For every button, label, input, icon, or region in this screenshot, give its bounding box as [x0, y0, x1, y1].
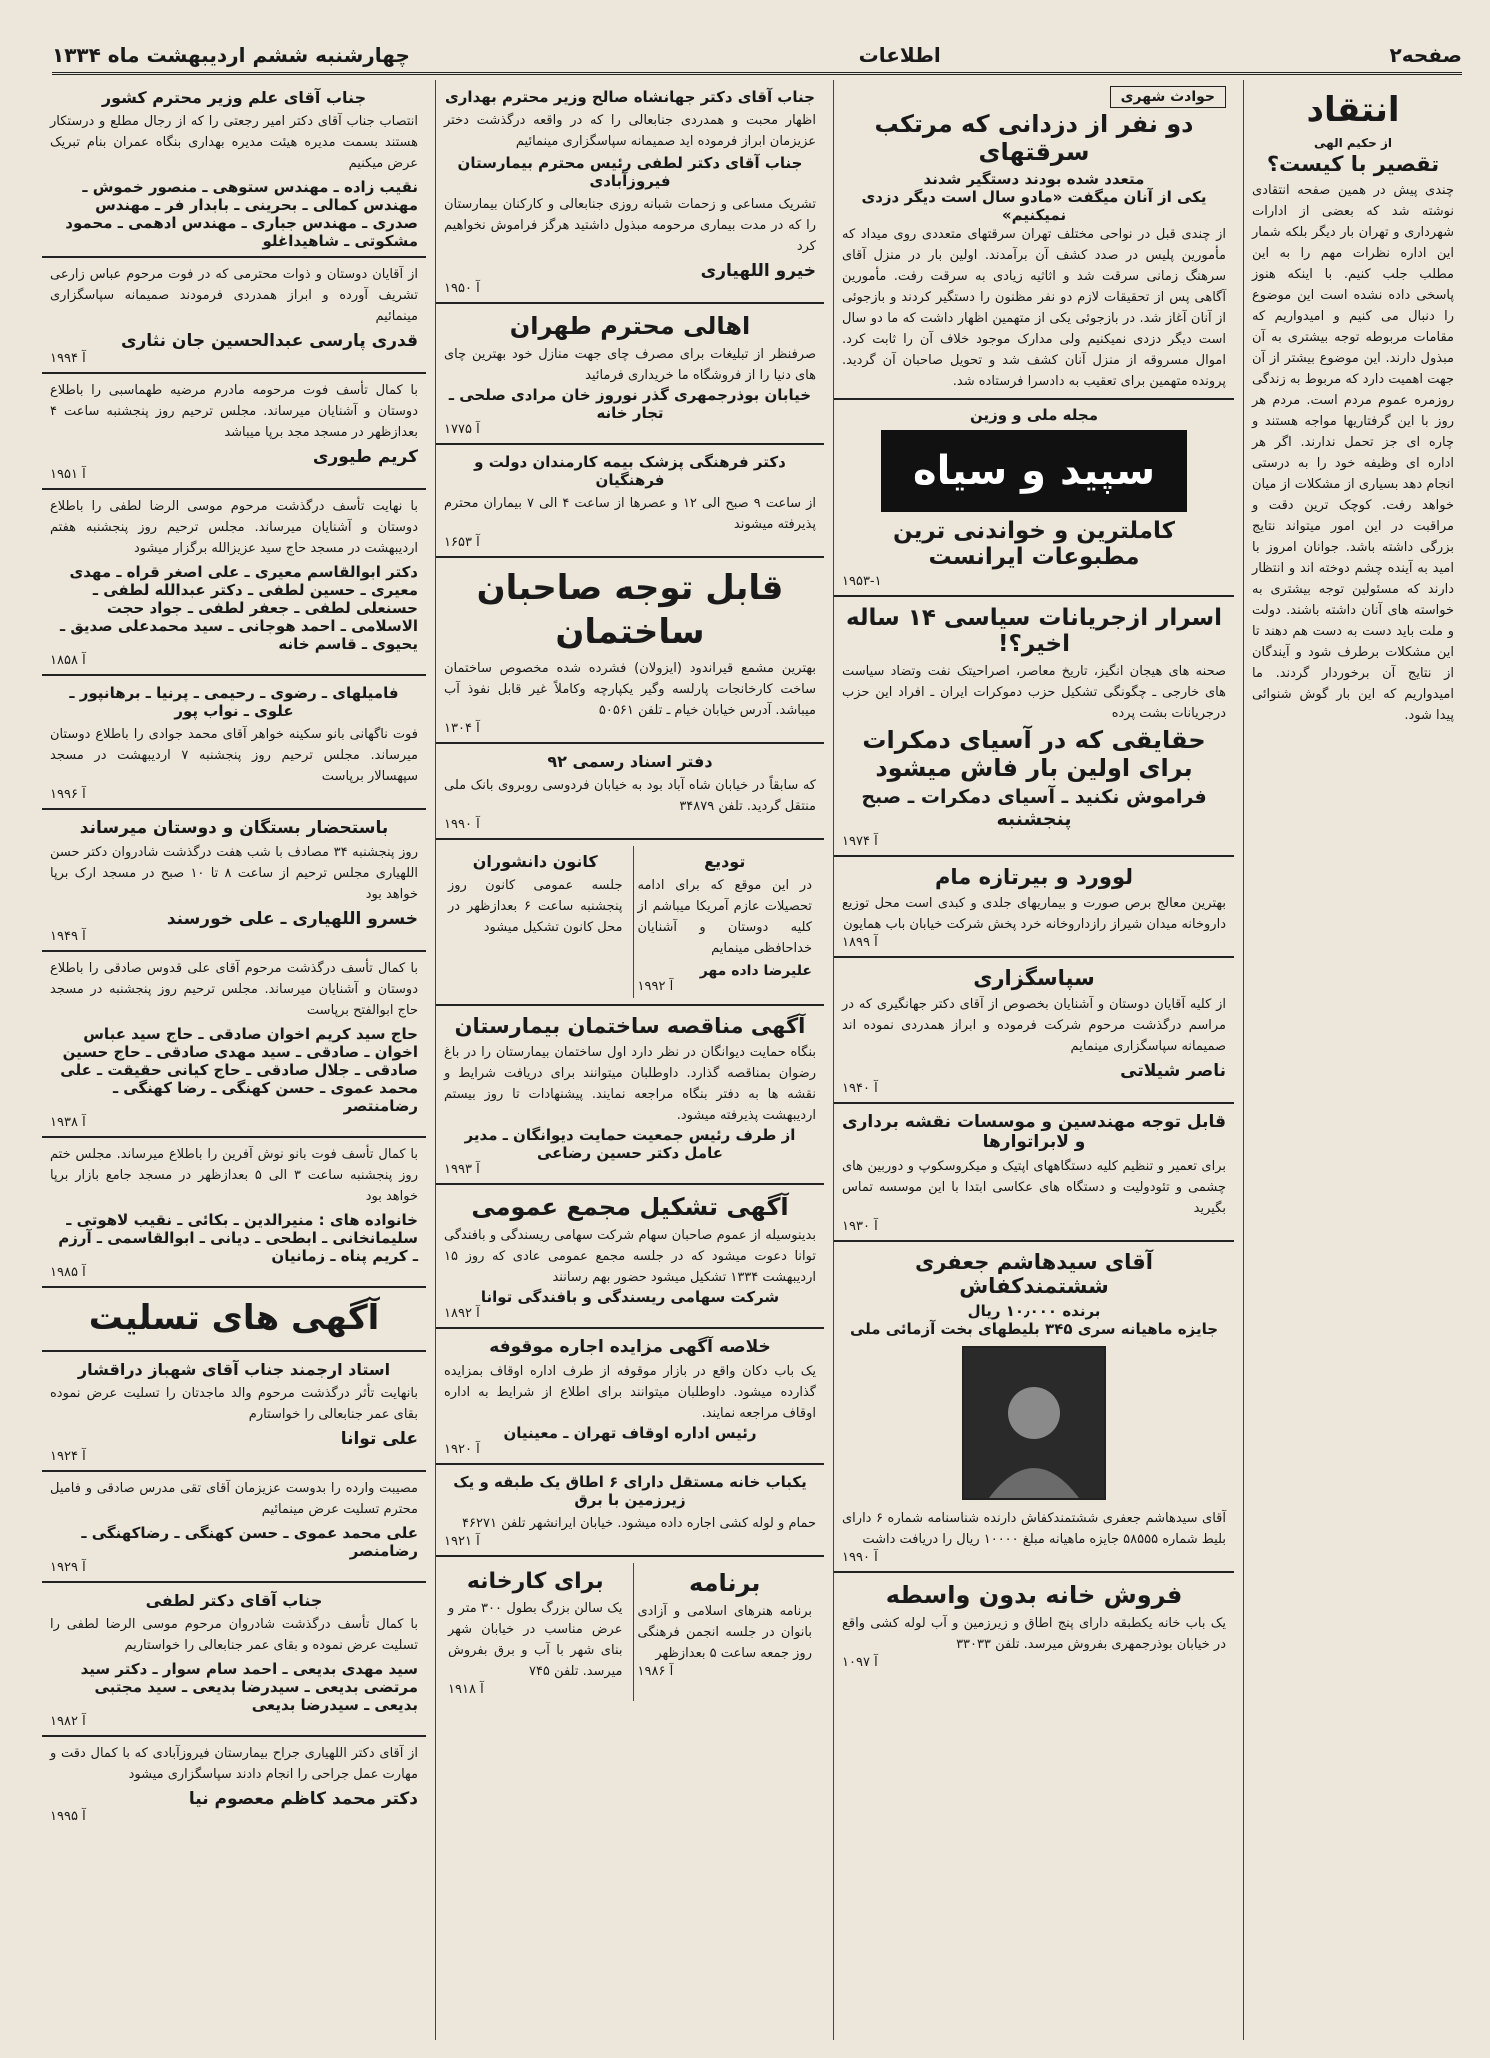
- lourdes-ref: ۱۸۹۹ آ: [842, 935, 878, 950]
- house-sale-ref: ۱۰۹۷ آ: [842, 1655, 878, 1670]
- families2-body: با کمال تأسف فوت بانو نوش آفرین را باطلاع میرساند. مجلس ختم روز پنجشنبه ساعت ۳ الی ۵ بعدازظهر در مسجد جامع بازار برپا خواهد بود: [50, 1147, 418, 1204]
- notary-body: که سابقاً در خیابان شاه آباد بود به خیابان فردوسی روبروی بانک ملی منتقل گردید. تلفن ۳۴۸۷۹: [444, 778, 816, 814]
- hospital-notice-body: روز پنجشنبه ۳۴ مصادف با شب هفت درگذشت شادروان دکتر حسن اللهیاری مجلس ترحیم از ساعت ۸ تا ۱۰ صبح در مسجد ارک برپا خواهد بود: [50, 845, 418, 902]
- tehran-title: اهالی محترم طهران: [509, 312, 751, 340]
- auction-title: خلاصه آگهی مزایده اجاره موقوفه: [489, 1337, 771, 1357]
- crime-news: [834, 80, 1234, 400]
- families2-names: خانواده های : منیرالدین ـ بکائی ـ نقیب لاهوتی ـ سلیمانخانی ـ ابطحی ـ دیانی ـ ابوالقاسمی ـ آرزم ـ کریم پناه ـ زمانیان: [58, 1211, 418, 1265]
- condolence3-title: جناب آقای دکتر لطفی: [145, 1591, 323, 1610]
- minister-health-title: جناب آقای دکتر جهانشاه صالح وزیر محترم بهداری: [445, 88, 815, 106]
- article-body: چندی پیش در همین صفحه انتقادی نوشته شد که بعضی از ادارات شهرداری و تهران بار دیگر بلکه شمار این اداره نظرات مهم را به این مطلب جلب کنیم. با اینکه هنوز پاسخی داده نشده است این موضوع را دنبال می کنیم و امیدواریم که مقامات مربوطه توجه بیشتری به آن مبذول دارند. این موضوع بیشتر از آن جهت اهمیت دارد که مربوط به زندگی روزمره عموم مردم است. مردم هر روز با این گرفتاریها مواجه هستند و چاره ای جز تحمل ندارند. اگر هر اداره ای وظیفه خود را به درستی انجام دهد بسیاری از مشکلات از میان خواهد رفت. کوچک ترین دقت و مراقبت در این امور میتواند نتایج بزرگی داشته باشد. جوانان امروز با امید به آینده چشم دوخته اند و انتظار دارند که مسئولین توجه بیشتری به خواسته های آنان داشته باشند. دولت و ملت باید دست به دست هم دهند تا این مشکلات برطرف شود و آیندگان از نتایج آن برخوردار گردند. ما امیدواریم که این بار گوش شنوائی پیدا شود.: [1252, 183, 1454, 723]
- families-body: فوت ناگهانی بانو سکینه خواهر آقای محمد جوادی را باطلاع دوستان میرساند. مجلس ترحیم روز پنجشنبه ۷ اردیبهشت در مسجد سپهسالار برپاست: [50, 727, 418, 784]
- condolences-section: [42, 1288, 426, 1352]
- condolence-3: [42, 1583, 426, 1737]
- engineering-title: قابل توجه مهندسین و موسسات نقشه برداری و لابراتوارها: [842, 1112, 1226, 1152]
- doctor-ad: [436, 445, 824, 558]
- interior-minister-ad: [42, 80, 426, 258]
- page-number: صفحه۲: [1389, 43, 1462, 67]
- column-criticism: [1243, 80, 1462, 2040]
- tehran-tea-ad: [436, 304, 824, 445]
- grief1-ref: ۱۹۵۱ آ: [50, 467, 86, 482]
- grief2-ref: ۱۸۵۸ آ: [50, 653, 86, 668]
- thanks-signature: ناصر شیلاتی: [1120, 1061, 1226, 1081]
- crime-body: از چندی قبل در نواحی مختلف تهران سرقتهای متعددی روی میداد که مأمورین پلیس در صدد کشف آن برآمدند. اولین بار در منزل آقای سرهنگ زمانی سرقت شد و اثاثیه زیادی به سرقت رفت. مأمورین آگاهی پس از تحقیقات لازم دو نفر مظنون را دستگیر کردند و بازجوئی از آنان آغاز شد. در بازجوئی یکی از متهمین اظهار داشت که ما دو سال است دیگر دزدی نمیکنیم ولی مدارک موجود خلاف آن را ثابت کرد. اموال مسروقه از منزل آنان کشف شد و تحویل صاحبان آن گردید. پرونده متهمین برای تعقیب به دادسرا فرستاده شد.: [842, 227, 1226, 389]
- families-ad: [42, 676, 426, 810]
- notary-ref: ۱۹۹۰ آ: [444, 817, 480, 832]
- winner-subtitle: جایزه ماهیانه سری ۳۴۵ بلیطهای بخت آزمائی ملی: [849, 1320, 1219, 1338]
- magazine-section: مجله ملی و وزین: [970, 406, 1098, 424]
- minister-health-ad: [436, 80, 824, 304]
- friends-signature: قدری پارسی عبدالحسین جان نثاری: [120, 331, 418, 351]
- condolence2-body: مصیبت وارده را بدوست عزیزمان آقای تقی مدرس صادقی و فامیل محترم تسلیت عرض مینمائیم: [50, 1481, 418, 1517]
- thanks-ref: ۱۹۴۰ آ: [842, 1081, 878, 1096]
- winner-ref: ۱۹۹۰ آ: [842, 1550, 878, 1565]
- column-ads: [435, 80, 824, 2040]
- truth-title: حقایقی که در آسیای دمکرات برای اولین بار فاش میشود: [862, 726, 1206, 782]
- grief2-body: با نهایت تأسف درگذشت مرحوم موسی الرضا لطفی را باطلاع دوستان و آشنایان میرساند. مجلس ترحیم روز پنجشنبه هفتم اردیبهشت در مسجد حاج سید عزیزالله برگزار میشود: [50, 499, 418, 556]
- friends-ref: ۱۹۹۴ آ: [50, 351, 86, 366]
- condolence-4: [42, 1737, 426, 1830]
- notary-ad: [436, 744, 824, 840]
- condolence1-title: استاد ارجمند جناب آقای شهباز دراقشار: [77, 1360, 391, 1379]
- rent-ad: [436, 1465, 824, 1557]
- condolence4-signature: دکتر محمد کاظم معصوم نیا: [188, 1789, 418, 1809]
- forget-title: فراموش نکنید ـ آسیای دمکرات ـ صبح پنجشنبه: [861, 786, 1207, 830]
- grief-notice-2: [42, 490, 426, 676]
- crime-subtitle: متعدد شده بودند دستگیر شدند: [923, 170, 1145, 188]
- hospital-director-body: تشریک مساعی و زحمات شبانه روزی جنابعالی و کارکنان بیمارستان را که در مدت بیماری مرحومه مبذول داشتید هرگز فراموش نخواهیم کرد: [444, 197, 816, 254]
- hospital-notice-ref: ۱۹۴۹ آ: [50, 929, 86, 944]
- condolence2-signature: علی محمد عموی ـ حسن کهنگی ـ رضاکهنگی ـ رضامنصر: [81, 1524, 418, 1560]
- farewell-ref: ۱۹۹۲ آ: [637, 979, 674, 994]
- building-ad: [436, 558, 824, 744]
- criticism-article: [1244, 80, 1462, 732]
- interior-minister-title: جناب آقای علم وزیر محترم کشور: [101, 88, 367, 107]
- farewell-ad: [633, 846, 817, 998]
- assembly-signature: شرکت سهامی ریسندگی و بافندگی توانا: [480, 1288, 780, 1306]
- building-title: قابل توجه صاحبان ساختمان: [476, 568, 784, 652]
- house-sale-body: یک باب خانه یکطبقه دارای پنج اطاق و زیرزمین و آب لوله کشی واقع در خیابان بوذرجمهری بفروش میرسد. تلفن ۳۳۰۳۳: [842, 1616, 1226, 1652]
- factory-ad: [444, 1563, 627, 1701]
- factory-body: یک سالن بزرگ بطول ۳۰۰ متر و عرض مناسب در خیابان شهر بنای شهر با آب و برق بفروش میرسد. تلفن ۷۴۵: [448, 1601, 623, 1679]
- secrets-body: صحنه های هیجان انگیز، تاریخ معاصر، اصراحیتک نفت وتضاد سیاست های خارجی ـ چگونگی تشکیل حزب دموکرات ایران ـ افراد این حزب درجریانات بشت پرده: [842, 664, 1226, 721]
- auction-ref: ۱۹۲۰ آ: [444, 1442, 480, 1457]
- column-notices: [42, 80, 426, 2040]
- farewell-title: تودیع: [704, 852, 746, 871]
- assembly-body: بدینوسیله از عموم صاحبان سهام شرکت سهامی ریسندگی و بافندگی توانا دعوت میشود که در جلسه مجمع عمومی عادی که روز ۱۵ اردیبهشت ۱۳۳۴ تشکیل میشود حضور بهم رسانند: [444, 1228, 816, 1285]
- assembly-title: آگهی تشکیل مجمع عمومی: [471, 1193, 789, 1221]
- sadeghi-body: با کمال تأسف درگذشت مرحوم آقای علی قدوس صادقی را باطلاع دوستان و آشنایان میرساند. مجلس ترحیم روز پنجشنبه در مسجد حاج ابوالفتح برپاست: [50, 961, 418, 1018]
- engineering-ad: [834, 1104, 1234, 1242]
- tehran-address: خیابان بوذرجمهری گذر نوروز خان مرادی صلحی ـ تجار خانه: [448, 386, 812, 422]
- friends-body: از آقایان دوستان و ذوات محترمی که در فوت مرحوم عباس زارعی تشریف آورده و ابراز همدردی فرمودند صمیمانه سپاسگزاری مینمائیم: [50, 267, 418, 324]
- farewell-body: در این موقع که برای ادامه تحصیلات عازم آمریکا میباشم از کلیه دوستان و آشنایان خداحافظی مینمایم: [637, 878, 812, 956]
- newspaper-name: اطلاعات: [858, 43, 941, 67]
- article-author: از حکیم الهی: [1314, 136, 1392, 150]
- secrets-ad: [834, 597, 1234, 857]
- auction-signature: رئیس اداره اوقاف تهران ـ معینیان: [503, 1424, 757, 1442]
- engineering-ref: ۱۹۳۰ آ: [842, 1219, 878, 1234]
- tender-body: بنگاه حمایت دیوانگان در نظر دارد اول ساختمان بیمارستان را در باغ رضوان بمناقصه گذارد. داوطلبان میتوانند برای دریافت شرایط و نقشه ها به دفتر بنگاه مراجعه نمایند. پیشنهادات تا روز بیستم اردیبهشت پذیرفته میشود.: [444, 1045, 816, 1123]
- farewell-signature: علیرضا داده مهر: [699, 963, 812, 979]
- condolence3-ref: ۱۹۸۲ آ: [50, 1714, 86, 1729]
- two-small-ads: [436, 840, 824, 1006]
- winner-photo: [962, 1346, 1106, 1500]
- tehran-ref: ۱۷۷۵ آ: [444, 422, 480, 437]
- article-title: تقصیر با کیست؟: [1266, 152, 1440, 176]
- winner-title: آقای سیدهاشم جعفری ششتمندکفاش: [914, 1250, 1154, 1298]
- families-title: فامیلهای ـ رضوی ـ رحیمی ـ پرنیا ـ برهانپور ـ علوی ـ نواب پور: [69, 684, 399, 720]
- hospital-director-signature: خیرو اللهیاری: [700, 261, 816, 281]
- condolence2-ref: ۱۹۲۹ آ: [50, 1560, 86, 1575]
- families-ref: ۱۹۹۶ آ: [50, 787, 86, 802]
- crime-title: دو نفر از دزدانی که مرتکب سرقتهای: [874, 110, 1194, 166]
- scholars-ad: [444, 846, 627, 998]
- sadeghi-ref: ۱۹۳۸ آ: [50, 1115, 86, 1130]
- factory-title: برای کارخانه: [466, 1569, 604, 1594]
- magazine-ref: ۱۹۵۳-۱: [842, 574, 882, 589]
- grief1-body: با کمال تأسف فوت مرحومه مادرم مرضیه طهماسبی را باطلاع دوستان و آشنایان میرساند. مجلس ترحیم روز پنجشنبه ساعت ۴ بعدازظهر در مسجد مجد برپا میباشد: [50, 383, 418, 440]
- friends-ad: [42, 258, 426, 374]
- doctor-body: از ساعت ۹ صبح الی ۱۲ و عصرها از ساعت ۴ الی ۷ بیماران محترم پذیرفته میشوند: [444, 496, 816, 532]
- house-sale-title: فروش خانه بدون واسطه: [885, 1581, 1183, 1609]
- secrets-title: اسرار ازجریانات سیاسی ۱۴ ساله اخیر؟!: [845, 605, 1223, 657]
- magazine-ad: [834, 400, 1234, 597]
- thanks-title: سپاسگزاری: [973, 966, 1095, 990]
- lourdes-title: لوورد و بیرتازه مام: [934, 865, 1133, 889]
- program-ref: ۱۹۸۶ آ: [637, 1664, 674, 1679]
- condolence3-body: با کمال تأسف درگذشت شادروان مرحوم موسی الرضا لطفی را تسلیت عرض نموده و بقای عمر جنابعالی را خواستاریم: [50, 1617, 418, 1653]
- interior-minister-names: نقیب زاده ـ مهندس ستوهی ـ منصور خموش ـ مهندس کمالی ـ بحرینی ـ بابدار فر ـ مهندس صدری ـ مهندس جباری ـ مهندس ادهمی ـ محمود مشکوتی ـ شاهیداغلو: [65, 178, 418, 250]
- scholars-title: کانون دانشوران: [472, 852, 598, 871]
- grief1-signature: کریم طیوری: [312, 447, 418, 467]
- bottom-ads: [436, 1557, 824, 1707]
- building-ref: ۱۳۰۴ آ: [444, 721, 480, 736]
- rent-title: یکباب خانه مستقل دارای ۶ اطاق یک طبقه و یک زیرزمین با برق: [453, 1473, 807, 1509]
- families2-ref: ۱۹۸۵ آ: [50, 1265, 86, 1280]
- condolence1-body: بانهایت تأثر درگذشت مرحوم والد ماجدتان را تسلیت عرض نموده بقای عمر جنابعالی را خواستارم: [50, 1386, 418, 1422]
- hospital-notice: [42, 810, 426, 952]
- auction-body: یک باب دکان واقع در بازار موقوفه از طرف اداره اوقاف بمزایده گذارده میشود. داوطلبان میتوانند برای اطلاع از شرایط به اداره اوقاف مراجعه نمایند.: [444, 1364, 816, 1421]
- hospital-notice-title: باستحضار بستگان و دوستان میرساند: [79, 818, 389, 838]
- condolence4-body: از آقای دکتر اللهیاری جراح بیمارستان فیروزآبادی که با کمال دقت و مهارت عمل جراحی را انجام دادند سپاسگزاری میشود: [50, 1746, 418, 1782]
- assembly-ad: [436, 1185, 824, 1329]
- thanks-ad: [834, 958, 1234, 1104]
- winner-amount: برنده ۱۰٫۰۰۰ ریال: [967, 1302, 1101, 1320]
- condolence-2: [42, 1472, 426, 1583]
- condolence-1: [42, 1352, 426, 1472]
- column-news: [833, 80, 1234, 2040]
- lourdes-body: بهترین معالج برص صورت و بیماریهای جلدی و کبدی است محل توزیع داروخانه میدان شیراز رازداروخانه خرد پخش شرکت خیابان باب همایون: [842, 896, 1226, 932]
- crime-section-label: حوادث شهری: [1110, 86, 1226, 108]
- forget-ref: ۱۹۷۴ آ: [842, 834, 878, 849]
- scholars-body: جلسه عمومی کانون روز پنجشنبه ساعت ۶ بعدازظهر در محل کانون تشکیل میشود: [448, 878, 623, 935]
- assembly-ref: ۱۸۹۲ آ: [444, 1306, 480, 1321]
- tehran-body: صرفنظر از تبلیغات برای مصرف چای جهت منازل خود بهترین چای های دنیا را از فروشگاه ما خریداری فرمائید: [444, 347, 816, 383]
- house-sale-ad: [834, 1573, 1234, 1676]
- program-ad: [633, 1563, 817, 1701]
- magazine-logo: سپید و سیاه: [881, 430, 1187, 512]
- tender-ad: [436, 1006, 824, 1185]
- rent-body: حمام و لوله کشی اجاره داده میشود. خیابان ایرانشهر تلفن ۴۶۲۷۱: [462, 1516, 816, 1531]
- auction-ad: [436, 1329, 824, 1465]
- magazine-tagline: کاملترین و خواندنی ترین مطبوعات ایرانست: [893, 518, 1175, 570]
- winner-body: آقای سیدهاشم جعفری ششتمندکفاش دارنده شناسنامه شماره ۶ دارای بلیط شماره ۵۸۵۵۵ جایزه ماهیانه مبلغ ۱۰۰۰۰ ریال را دریافت داشت: [842, 1511, 1226, 1547]
- tender-signature: از طرف رئیس جمعیت حمایت دیوانگان ـ مدیر عامل دکتر حسین رضاعی: [464, 1126, 796, 1162]
- tender-title: آگهی مناقصه ساختمان بیمارستان: [454, 1014, 806, 1038]
- grief2-names: دکتر ابوالقاسم معیری ـ علی اصغر قراه ـ مهدی معیری ـ حسین لطفی ـ دکتر عبدالله لطفی ـ حسنعلی لطفی ـ جعفر لطفی ـ جواد حجت الاسلامی ـ احمد هوجانی ـ سید محمدعلی صدیق ـ یحیوی ـ قاسم خانه: [59, 563, 418, 653]
- hospital-director-title: جناب آقای دکتر لطفی رئیس محترم بیمارستان فیروزآبادی: [457, 154, 803, 190]
- rent-ref: ۱۹۲۱ آ: [444, 1534, 480, 1549]
- condolences-header: آگهی های تسلیت: [88, 1298, 380, 1338]
- masthead: [52, 38, 1462, 75]
- program-title: برنامه: [689, 1569, 761, 1597]
- engineering-body: برای تعمیر و تنظیم کلیه دستگاههای اپتیک و میکروسکوپ و دوربین های چشمی و تئودولیت و دستگاه های عکاسی ابتدا با این موسسه تماس بگیرید: [842, 1159, 1226, 1216]
- hospital-notice-signature: خسرو اللهیاری ـ علی خورسند: [166, 909, 418, 929]
- interior-minister-body: انتصاب جناب آقای دکتر امیر رجعتی را که از رجال مطلع و درستکار هستند بسمت مدیره هیئت مدیره بهداری بنگاه عمران بنام تبریک عرض میکنیم: [50, 114, 418, 171]
- issue-date: چهارشنبه ششم اردیبهشت ماه ۱۳۳۴: [52, 43, 410, 67]
- factory-ref: ۱۹۱۸ آ: [448, 1682, 484, 1697]
- condolence1-signature: علی توانا: [340, 1429, 418, 1449]
- crime-subtitle-2: یکی از آنان میگفت «مادو سال است دیگر دزدی نمیکنیم»: [861, 188, 1207, 224]
- sadeghi-names: حاج سید کریم اخوان صادقی ـ حاج سید عباس اخوان ـ صادقی ـ سید مهدی صادقی ـ حاج حسین صادقی ـ جلال صادقی ـ حاج کیانی حقیقت ـ علی محمد عموی ـ حسن کهنگی ـ رضا کهنگی ـ رضامنتصر: [60, 1025, 418, 1115]
- condolence1-ref: ۱۹۲۴ آ: [50, 1449, 86, 1464]
- section-title: انتقاد: [1306, 90, 1400, 130]
- tender-ref: ۱۹۹۳ آ: [444, 1162, 480, 1177]
- building-body: بهترین مشمع قیراندود (ایزولان) فشرده شده مخصوص ساختمان ساخت کارخانجات پارلسه وگیر یکپارچه وکاملاً غیر قابل نفوذ آب میباشد. آدرس خیابان خیام ـ تلفن ۵۰۵۶۱: [444, 661, 816, 718]
- program-body: برنامه هنرهای اسلامی و آزادی بانوان در جلسه انجمن فرهنگی روز جمعه ساعت ۵ بعدازظهر: [637, 1604, 812, 1661]
- minister-health-body: اظهار محبت و همدردی جنابعالی را که در واقعه درگذشت دختر عزیزمان ابراز فرموده اید صمیمانه سپاسگزاری مینمائیم: [444, 113, 816, 149]
- hospital-director-ref: ۱۹۵۰ آ: [444, 281, 480, 296]
- thanks-body: از کلیه آقایان دوستان و آشنایان بخصوص از آقای دکتر جهانگیری که در مراسم درگذشت مرحوم شرکت فرموده و ابراز همدردی نموده اند صمیمانه سپاسگزاری مینمایم: [842, 997, 1226, 1054]
- lottery-winner: [834, 1242, 1234, 1573]
- grief-notice-1: [42, 374, 426, 490]
- doctor-title: دکتر فرهنگی پزشک بیمه کارمندان دولت و فرهنگیان: [474, 453, 786, 489]
- families2-notice: [42, 1138, 426, 1288]
- lourdes-ad: [834, 857, 1234, 958]
- condolence4-ref: ۱۹۹۵ آ: [50, 1809, 86, 1824]
- portrait-icon: [979, 1368, 1089, 1498]
- condolence3-names: سید مهدی بدیعی ـ احمد سام سوار ـ دکتر سید مرتضی بدیعی ـ سیدرضا بدیعی ـ سید مجتبی بدیعی ـ سیدرضا بدیعی: [80, 1660, 418, 1714]
- sadeghi-notice: [42, 952, 426, 1138]
- doctor-ref: ۱۶۵۳ آ: [444, 535, 480, 550]
- notary-title: دفتر اسناد رسمی ۹۲: [547, 752, 713, 771]
